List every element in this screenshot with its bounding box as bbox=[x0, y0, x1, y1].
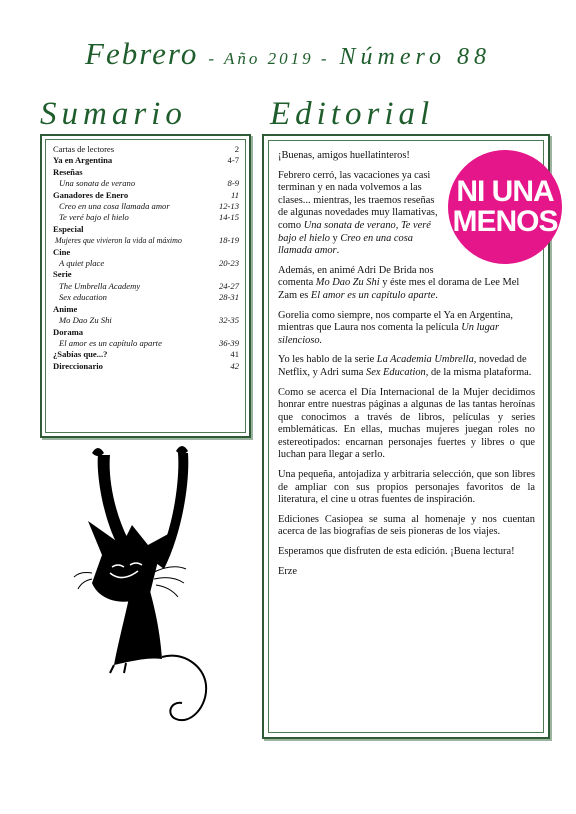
ni-una-menos-badge bbox=[448, 150, 562, 264]
toc-section: Serie bbox=[53, 269, 72, 280]
badge-line-1: NI UNA bbox=[456, 175, 554, 208]
toc-entry[interactable]: Una sonata de verano 8-9 bbox=[59, 178, 239, 189]
black-cat-icon bbox=[70, 433, 210, 733]
editorial-paragraph: Ediciones Casiopea se suma al homenaje y nos cuentan acerca de las biografías de seis pioneras de los viajes. bbox=[278, 513, 535, 538]
toc-list bbox=[45, 139, 246, 433]
editorial-paragraph: Gorelia como siempre, nos comparte el Ya en Argentina, mientras que Laura nos comenta la película Un lugar silencioso. bbox=[278, 309, 513, 346]
toc-entry[interactable]: El amor es un capítulo aparte 36-39 bbox=[59, 337, 239, 348]
toc-section: Reseñas bbox=[53, 166, 83, 177]
issue-header bbox=[0, 36, 576, 72]
editorial-paragraph: Una pequeña, antojadiza y arbitraria selección, que son libres de ampliar con sus propios personajes favoritos de la literatura, el cine u otras fuentes de inspiración. bbox=[278, 469, 535, 506]
toc-entry[interactable]: Ya en Argentina 4-7 bbox=[53, 155, 239, 166]
toc-entry[interactable]: Mujeres que vivieron la vida al máximo 18-19 bbox=[55, 235, 239, 246]
editorial-paragraph: Además, en animé Adri De Brida nos comenta Mo Dao Zu Shi y éste mes el dorama de Lee Mel Zam es El amor es un capítulo aparte. bbox=[278, 264, 520, 301]
badge-line-2: MENOS bbox=[452, 205, 558, 238]
toc-entry[interactable]: The Umbrella Academy 24-27 bbox=[59, 280, 239, 291]
toc-entry[interactable]: A quiet place 20-23 bbox=[59, 258, 239, 269]
table-of-contents bbox=[40, 134, 251, 438]
toc-entry[interactable]: Cartas de lectores 2 bbox=[53, 144, 239, 154]
editorial-title: Editorial bbox=[270, 96, 435, 132]
toc-entry[interactable]: ¿Sabías que...? 41 bbox=[53, 349, 239, 360]
editorial-paragraph: Como se acerca el Día Internacional de la Mujer decidimos honrar entre nuestras páginas a algunas de las tantas heroínas que conocimos a través de libros, películas y series emblemáticas. En ellas, muchas mujeres juegan roles no estereotipados: encarnan personajes fuertes y libres o que luchan para llegar a serlo. bbox=[278, 386, 535, 461]
toc-section: Anime bbox=[53, 303, 78, 314]
toc-section: Dorama bbox=[53, 326, 84, 337]
year-label: - Año 2019 - bbox=[208, 49, 330, 68]
editorial-paragraph: Yo les hablo de la serie La Academia Umbrella, novedad de Netflix, y Adri suma Sex Education, de la misma plataforma. bbox=[278, 354, 532, 378]
toc-entry[interactable]: Te veré bajo el hielo 14-15 bbox=[59, 212, 239, 223]
month-title: Febrero bbox=[85, 36, 199, 71]
toc-entry[interactable]: Mo Dao Zu Shi 32-35 bbox=[59, 315, 239, 326]
editorial-greeting: ¡Buenas, amigos huellatinteros! bbox=[278, 150, 410, 161]
toc-section: Especial bbox=[53, 223, 84, 234]
editorial-signature: Erze bbox=[278, 565, 298, 577]
toc-entry[interactable]: Sex education 28-31 bbox=[59, 292, 239, 303]
editorial-paragraph: Febrero cerró, las vacaciones ya casi terminan y en nada volvemos a las clases... mientras, les traemos reseñas de algunas novedades muy llamativas, como Una sonata de verano, Te veré bajo el hielo y Creo en una cosa llamada amor. bbox=[278, 169, 438, 257]
toc-entry[interactable]: Direccionario 42 bbox=[53, 360, 239, 371]
toc-entry[interactable]: Ganadores de Enero 11 bbox=[53, 189, 239, 200]
toc-section: Cine bbox=[53, 246, 71, 257]
toc-entry[interactable]: Creo en una cosa llamada amor 12-13 bbox=[59, 201, 239, 212]
issue-number: Número 88 bbox=[339, 44, 491, 70]
sumario-title: Sumario bbox=[40, 96, 187, 132]
editorial-paragraph: Esperamos que disfruten de esta edición. ¡Buena lectura! bbox=[278, 546, 515, 558]
